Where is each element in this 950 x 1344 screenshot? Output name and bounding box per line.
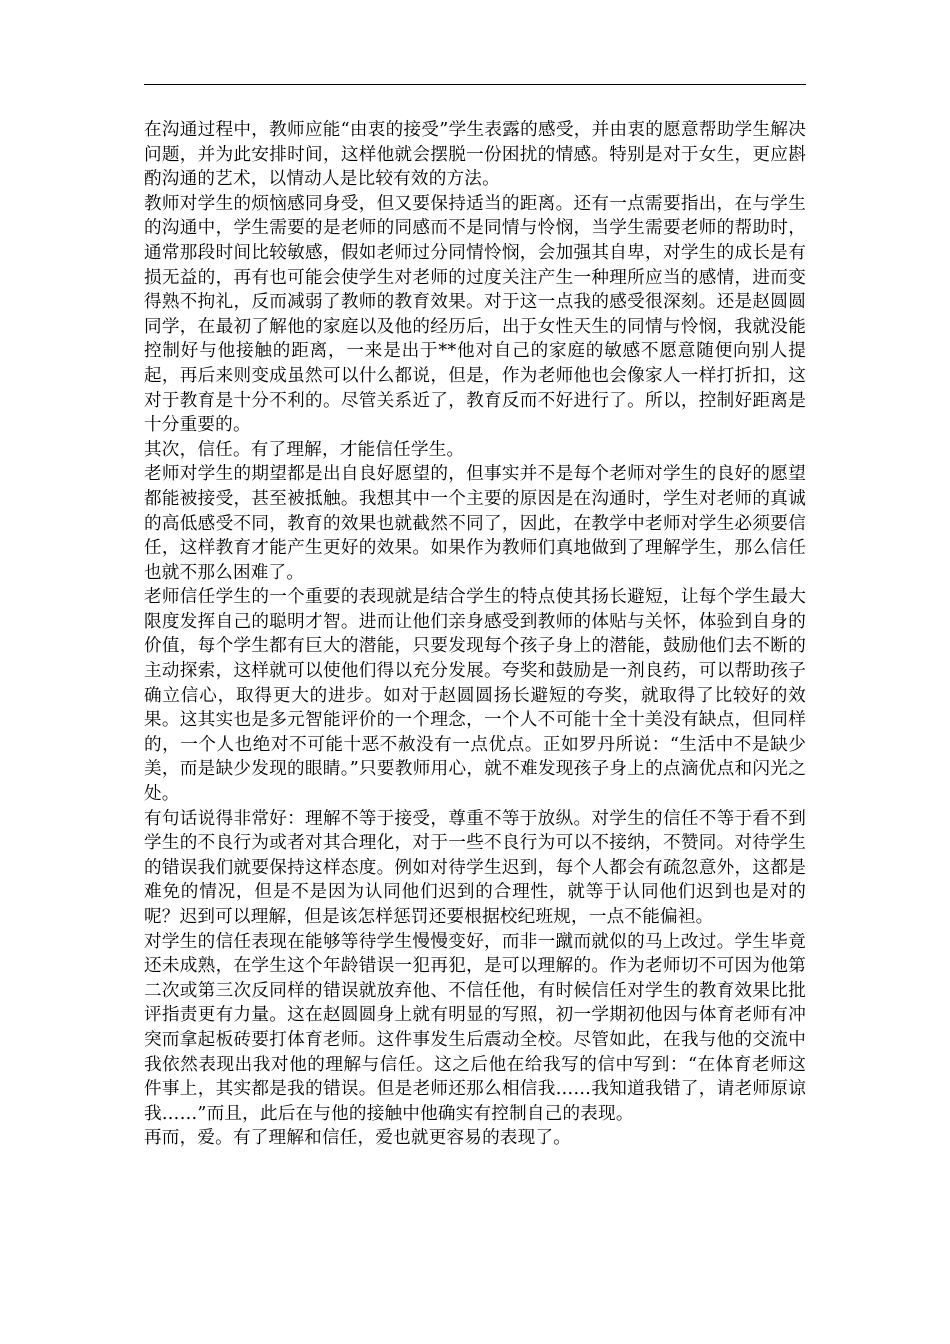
paragraph-love-heading: 再而，爱。有了理解和信任，爱也就更容易的表现了。 — [144, 1128, 572, 1149]
paragraph-communication-acceptance: 在沟通过程中，教师应能“由衷的接受”学生表露的感受，并由衷的愿意帮助学生解决问题，并为此安排时间，这样他就会摆脱一份困扰的情感。特别是对于女生，更应斟酌沟通的艺术，以情动人是比较有效的方法。 — [144, 120, 806, 190]
paragraph-trust-patience: 对学生的信任表现在能够等待学生慢慢变好，而非一蹴而就似的马上改过。学生毕竟还未成熟，在学生这个年龄错误一犯再犯，是可以理解的。作为老师切不可因为他第二次或第三次反同样的错误就放弃他、不信任他，有时候信任对学生的教育效果比批评指责更有力量。这在赵圆圆身上就有明显的写照，初一学期初他因与体育老师有冲突而拿起板砖要打体育老师。这件事发生后震动全校。尽管如此，在我与他的交流中我依然表现出我对他的理解与信任。这之后他在给我写的信中写到：“在体育老师这件事上，其实都是我的错误。但是老师还那么相信我……我知道我错了，请老师原谅我……”而且，此后在与他的接触中他确实有控制自己的表现。 — [144, 931, 806, 1124]
paragraph-empathy-distance: 教师对学生的烦恼感同身受，但又要保持适当的距离。还有一点需要指出，在与学生的沟通中，学生需要的是老师的同感而不是同情与怜悯，当学生需要老师的帮助时，通常那段时间比较敏感，假如老师过分同情怜悯，会加强其自卑，对学生的成长是有损无益的，再有也可能会使学生对老师的过度关注产生一种理所应当的感情，进而变得熟不拘礼，反而减弱了教师的教育效果。对于这一点我的感受很深刻。还是赵圆圆同学，在最初了解他的家庭以及他的经历后，出于女性天生的同情与怜悯，我就没能控制好与他接触的距离，一来是出于**他对自己的家庭的敏感不愿意随便向别人提起，再后来则变成虽然可以什么都说，但是，作为老师他也会像家人一样打折扣，这对于教育是十分不利的。尽管关系近了，教育反而不好进行了。所以，控制好距离是十分重要的。 — [144, 193, 806, 436]
header-rule — [144, 84, 806, 85]
document-body — [144, 118, 806, 1151]
paragraph-understanding-not-acceptance: 有句话说得非常好：理解不等于接受，尊重不等于放纵。对学生的信任不等于看不到学生的不良行为或者对其合理化，对于一些不良行为可以不接纳，不赞同。对待学生的错误我们就要保持这样态度。例如对待学生迟到，每个人都会有疏忽意外，这都是难免的情况，但是不是因为认同他们迟到的合理性，就等于认同他们迟到也是对的呢？迟到可以理解，但是该怎样惩罚还要根据校纪班规，一点不能偏袒。 — [144, 808, 806, 927]
paragraph-trust-strengths: 老师信任学生的一个重要的表现就是结合学生的特点使其扬长避短，让每个学生最大限度发挥自己的聪明才智。进而让他们亲身感受到教师的体贴与关怀，体验到自身的价值，每个学生都有巨大的潜能，只要发现每个孩子身上的潜能，鼓励他们去不断的主动探索，这样就可以使他们得以充分发展。夸奖和鼓励是一剂良药，可以帮助孩子确立信心，取得更大的进步。如对于赵圆圆扬长避短的夸奖，就取得了比较好的效果。这其实也是多元智能评价的一个理念，一个人不可能十全十美没有缺点，但同样的，一个人也绝对不可能十恶不赦没有一点优点。正如罗丹所说：“生活中不是缺少美，而是缺少发现的眼睛。”只要教师用心，就不难发现孩子身上的点滴优点和闪光之处。 — [144, 587, 806, 805]
paragraph-teacher-expectation: 老师对学生的期望都是出自良好愿望的，但事实并不是每个老师对学生的良好的愿望都能被接受，甚至被抵触。我想其中一个主要的原因是在沟通时，学生对老师的真诚的高低感受不同，教育的效果也就截然不同了，因此，在教学中老师对学生必须要信任，这样教育才能产生更好的效果。如果作为教师们真地做到了理解学生，那么信任也就不那么困难了。 — [144, 464, 806, 583]
paragraph-trust-heading: 其次，信任。有了理解，才能信任学生。 — [144, 439, 465, 460]
